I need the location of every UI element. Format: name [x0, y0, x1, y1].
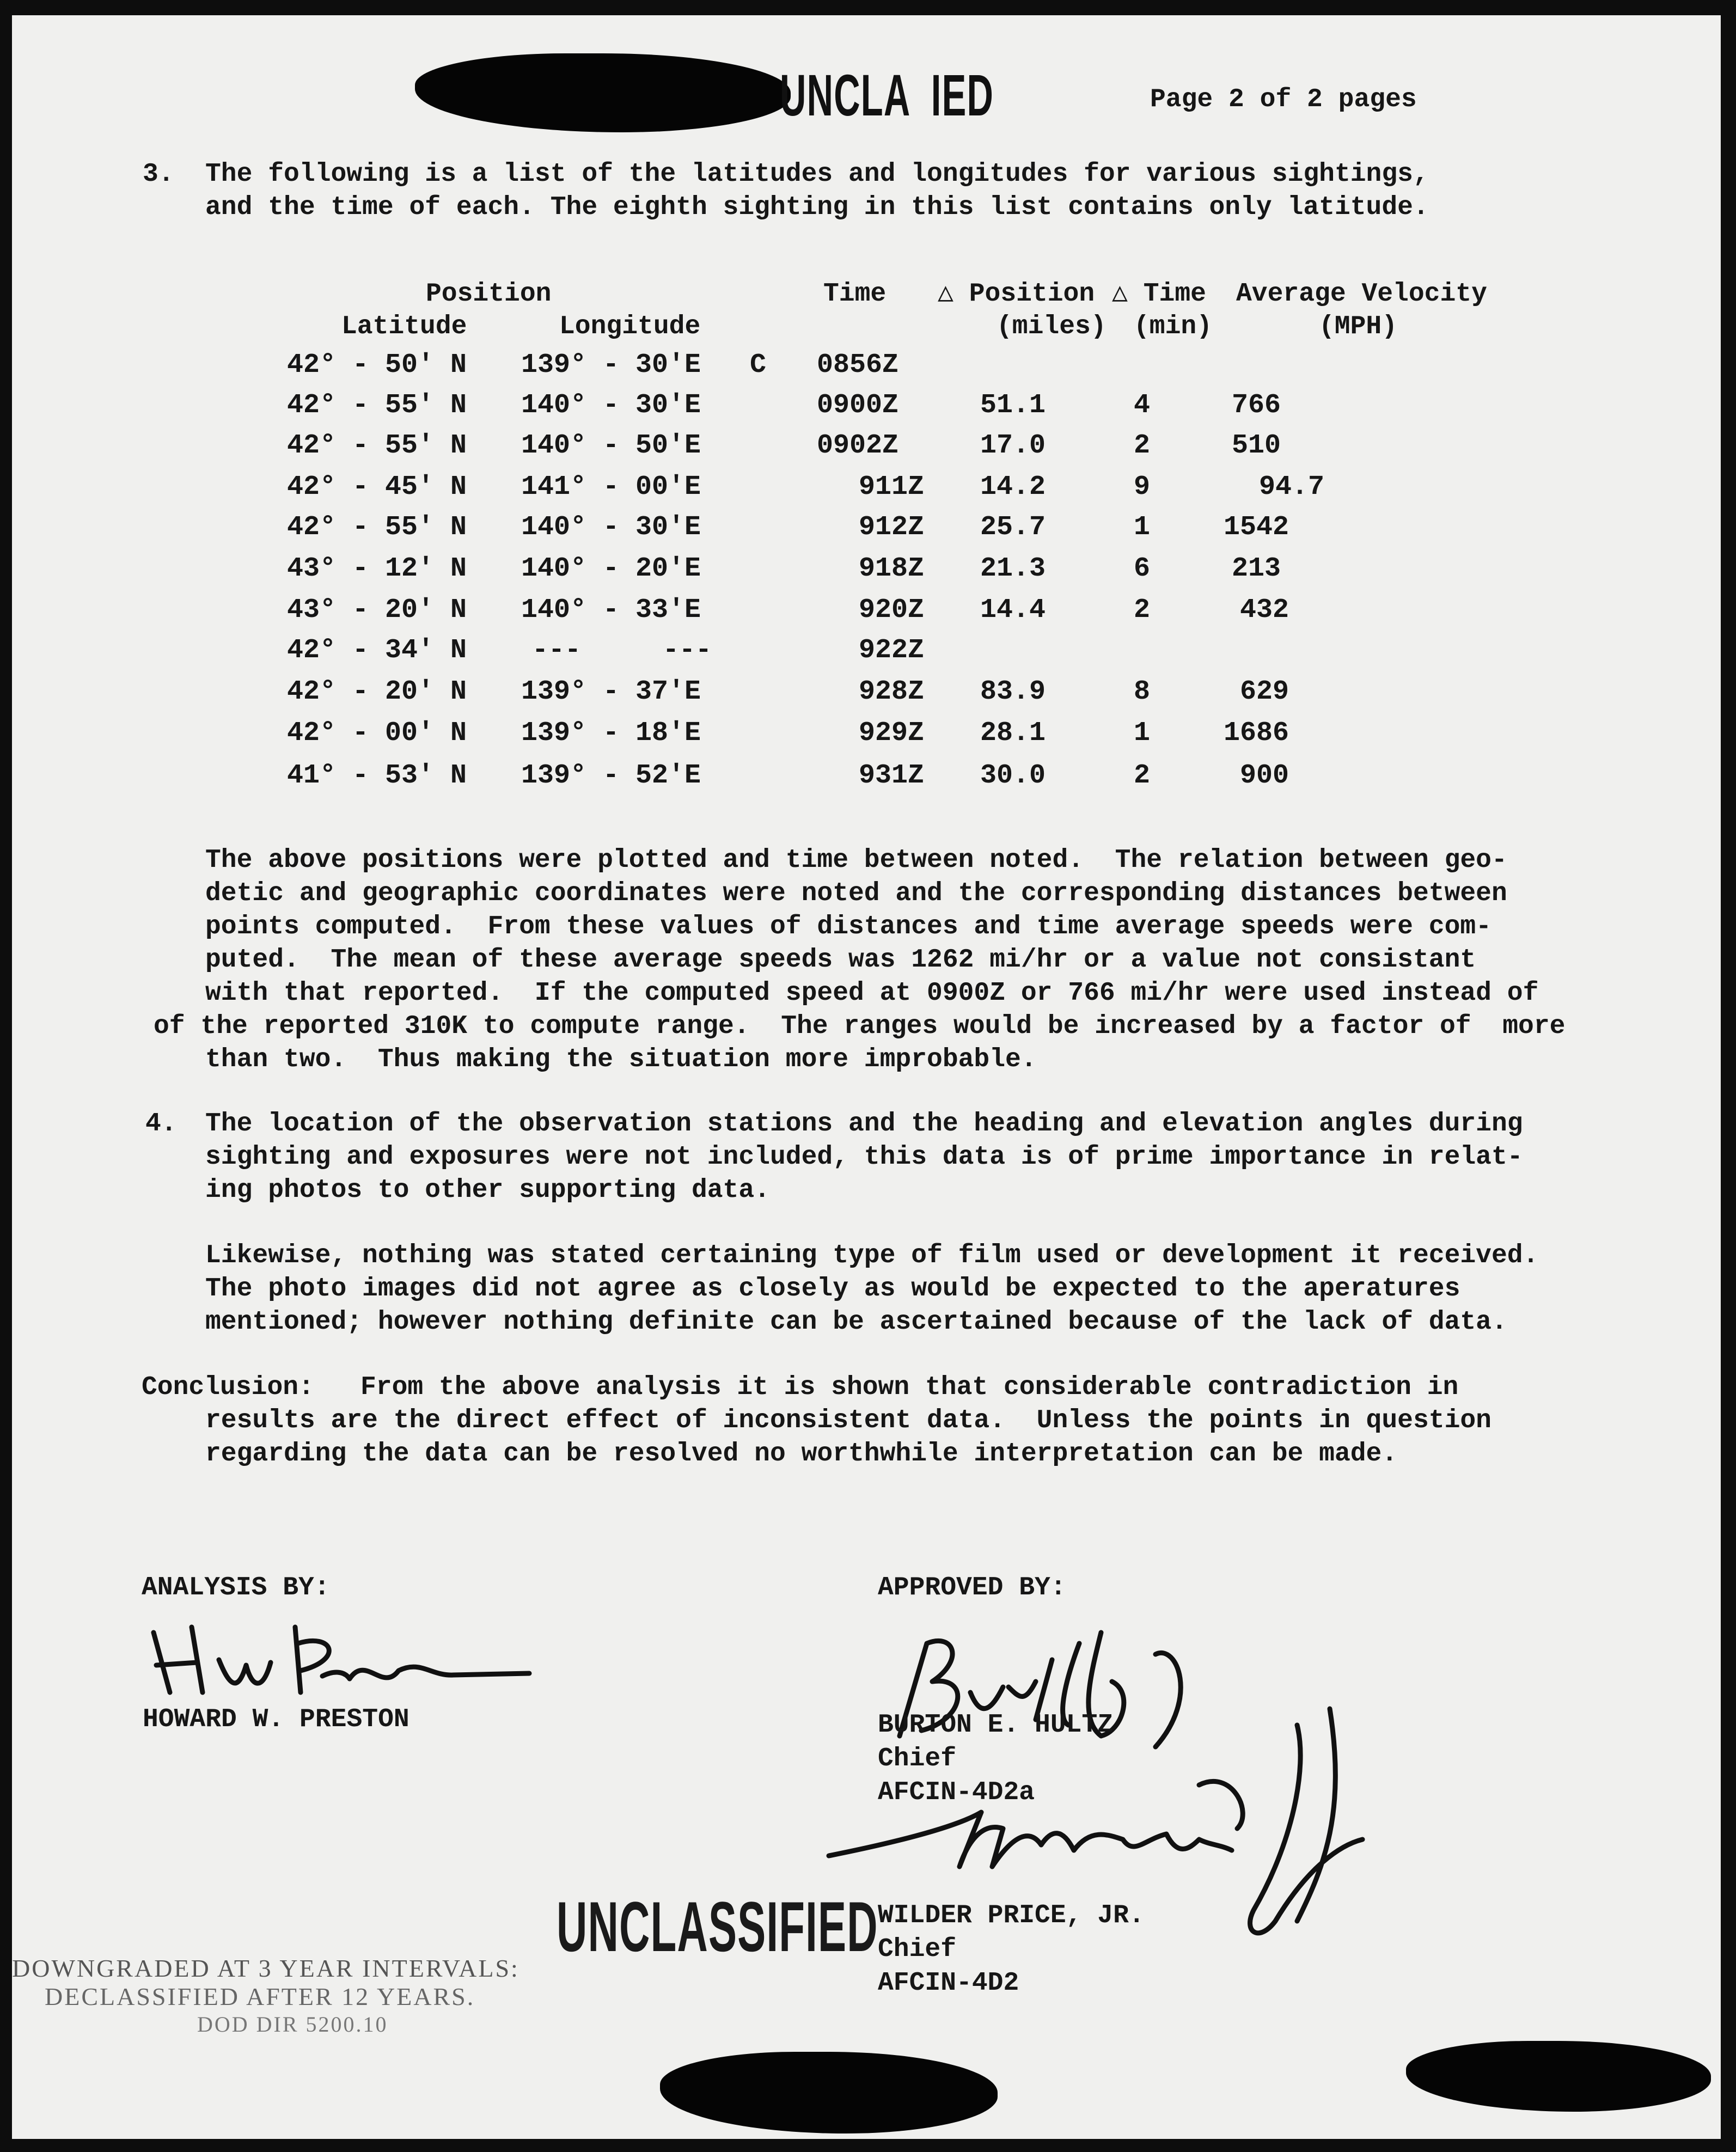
approver2-name: WILDER PRICE, JR. — [878, 1901, 1145, 1930]
header-delta-time-unit: (min) — [1134, 312, 1213, 341]
cell-delta-time: 2 — [1134, 430, 1151, 461]
cell-latitude: 42° - 34' N — [287, 635, 467, 666]
cell-time: 0856Z — [817, 350, 899, 381]
cell-time: 931Z — [859, 760, 925, 791]
cell-delta-position: 14.2 — [980, 472, 1046, 503]
cell-latitude: 42° - 55' N — [287, 512, 467, 543]
approver1-name: BURTON E. HULTZ — [878, 1710, 1114, 1740]
cell-time: 929Z — [859, 718, 925, 749]
downgrade-line: DECLASSIFIED AFTER 12 YEARS. — [45, 1983, 475, 2010]
cell-delta-position: 17.0 — [980, 430, 1046, 461]
header-longitude: Longitude — [559, 312, 701, 341]
cell-velocity: 900 — [1240, 760, 1289, 791]
cell-velocity: 766 — [1232, 390, 1281, 421]
cell-latitude: 42° - 55' N — [287, 390, 467, 421]
cell-mark: C — [750, 350, 767, 381]
analysis-line: than two. Thus making the situation more improbable. — [205, 1045, 1037, 1074]
cell-time: 0900Z — [817, 390, 899, 421]
section-3-number: 3. — [143, 160, 174, 189]
cell-delta-position: 25.7 — [980, 512, 1046, 543]
cell-delta-time: 1 — [1134, 512, 1151, 543]
header-average-velocity-unit: (MPH) — [1319, 312, 1398, 341]
cell-velocity: 94.7 — [1259, 472, 1325, 503]
cell-delta-time: 4 — [1134, 390, 1151, 421]
cell-time: 928Z — [859, 676, 925, 707]
cell-velocity: 1542 — [1224, 512, 1289, 543]
cell-delta-position: 51.1 — [980, 390, 1046, 421]
cell-time: 920Z — [859, 595, 925, 626]
document-page — [12, 15, 1721, 2139]
conclusion-label: Conclusion: — [142, 1373, 314, 1402]
cell-longitude: 139° - 18'E — [521, 718, 701, 749]
cell-latitude: 42° - 55' N — [287, 430, 467, 461]
analysis-by-label: ANALYSIS BY: — [142, 1573, 330, 1603]
classification-stamp-bottom: UNCLASSIFIED — [557, 1887, 878, 1966]
cell-delta-time: 6 — [1134, 553, 1151, 584]
cell-velocity: 510 — [1232, 430, 1281, 461]
page-indicator: Page 2 of 2 pages — [1150, 85, 1417, 114]
cell-velocity: 1686 — [1224, 718, 1289, 749]
cell-latitude: 42° - 00' N — [287, 718, 467, 749]
cell-latitude: 42° - 50' N — [287, 350, 467, 381]
cell-longitude: 140° - 20'E — [521, 553, 701, 584]
section-4-text — [205, 1108, 1643, 1207]
likewise-line: Likewise, nothing was stated certaining type of film used or development it received. — [205, 1241, 1539, 1270]
cell-delta-time: 1 — [1134, 718, 1151, 749]
redaction-top — [415, 53, 791, 132]
cell-delta-time: 2 — [1134, 760, 1151, 791]
cell-longitude: 139° - 37'E — [521, 676, 701, 707]
cell-time: 912Z — [859, 512, 925, 543]
cell-latitude: 42° - 45' N — [287, 472, 467, 503]
header-position: Position — [426, 279, 552, 309]
analysis-line: with that reported. If the computed speed at 0900Z or 766 mi/hr were used instead of — [205, 979, 1539, 1008]
analysis-paragraph — [154, 844, 1643, 1077]
likewise-line: The photo images did not agree as closely as would be expected to the aperatures — [205, 1274, 1460, 1304]
cell-longitude: 139° - 30'E — [521, 350, 701, 381]
approver2-office: AFCIN-4D2 — [878, 1968, 1019, 1998]
redaction-bottom-right — [1406, 2041, 1711, 2112]
downgrade-line: DOD DIR 5200.10 — [197, 2012, 388, 2037]
cell-delta-time: 8 — [1134, 676, 1151, 707]
approver2-title: Chief — [878, 1935, 957, 1964]
cell-longitude: 140° - 33'E — [521, 595, 701, 626]
cell-longitude: --- --- — [532, 635, 712, 666]
cell-time: 922Z — [859, 635, 925, 666]
analysis-line: puted. The mean of these average speeds was 1262 mi/hr or a value not consistant — [205, 945, 1476, 975]
section-3-line: and the time of each. The eighth sighting in this list contains only latitude. — [205, 193, 1429, 222]
cell-delta-position: 21.3 — [980, 553, 1046, 584]
downgrade-line: DOWNGRADED AT 3 YEAR INTERVALS: — [12, 1954, 519, 1982]
likewise-paragraph — [205, 1239, 1643, 1339]
approver1-office: AFCIN-4D2a — [878, 1778, 1035, 1807]
cell-latitude: 41° - 53' N — [287, 760, 467, 791]
header-delta-time: △ Time — [1112, 279, 1206, 309]
approver1-title: Chief — [878, 1744, 957, 1774]
conclusion-line: From the above analysis it is shown that considerable contradiction in — [360, 1373, 1459, 1402]
header-time: Time — [823, 279, 887, 309]
cell-velocity: 629 — [1240, 676, 1289, 707]
section-4-line: sighting and exposures were not included, this data is of prime importance in relat- — [205, 1142, 1523, 1172]
cell-delta-position: 14.4 — [980, 595, 1046, 626]
analyst-name: HOWARD W. PRESTON — [143, 1705, 409, 1734]
cell-time: 0902Z — [817, 430, 899, 461]
cell-longitude: 140° - 50'E — [521, 430, 701, 461]
cell-delta-position: 30.0 — [980, 760, 1046, 791]
cell-delta-position: 83.9 — [980, 676, 1046, 707]
cell-longitude: 139° - 52'E — [521, 760, 701, 791]
header-delta-position-unit: (miles) — [997, 312, 1107, 341]
preston-signature — [137, 1611, 540, 1714]
cell-velocity: 213 — [1232, 553, 1281, 584]
cell-delta-time: 9 — [1134, 472, 1151, 503]
cell-latitude: 43° - 20' N — [287, 595, 467, 626]
conclusion-line: results are the direct effect of inconsistent data. Unless the points in question — [205, 1406, 1492, 1435]
section-4-number: 4. — [145, 1109, 177, 1139]
cell-time: 911Z — [859, 472, 925, 503]
cell-delta-position: 28.1 — [980, 718, 1046, 749]
cell-longitude: 140° - 30'E — [521, 512, 701, 543]
cell-longitude: 141° - 00'E — [521, 472, 701, 503]
header-latitude: Latitude — [341, 312, 467, 341]
header-average-velocity: Average Velocity — [1236, 279, 1487, 309]
approved-by-label: APPROVED BY: — [878, 1573, 1066, 1603]
analysis-line: of the reported 310K to compute range. The ranges would be increased by a factor of more — [154, 1012, 1566, 1041]
analysis-line: The above positions were plotted and time between noted. The relation between geo- — [205, 846, 1507, 875]
cell-velocity: 432 — [1240, 595, 1289, 626]
analysis-line: points computed. From these values of distances and time average speeds were com- — [205, 912, 1492, 942]
section-4-line: The location of the observation stations and the heading and elevation angles during — [205, 1109, 1523, 1139]
analysis-line: detic and geographic coordinates were noted and the corresponding distances between — [205, 879, 1507, 908]
cell-latitude: 42° - 20' N — [287, 676, 467, 707]
cell-latitude: 43° - 12' N — [287, 553, 467, 584]
header-delta-position: △ Position — [938, 279, 1095, 309]
likewise-line: mentioned; however nothing definite can be ascertained because of the lack of data. — [205, 1307, 1507, 1337]
redaction-bottom-center — [660, 2052, 998, 2133]
cell-longitude: 140° - 30'E — [521, 390, 701, 421]
classification-stamp-top: UNCLA IED — [780, 62, 994, 128]
cell-time: 918Z — [859, 553, 925, 584]
section-3-text — [205, 158, 1643, 224]
section-3-line: The following is a list of the latitudes and longitudes for various sightings, — [205, 160, 1429, 189]
section-4-line: ing photos to other supporting data. — [205, 1176, 770, 1205]
cell-delta-time: 2 — [1134, 595, 1151, 626]
conclusion-line: regarding the data can be resolved no worthwhile interpretation can be made. — [205, 1439, 1398, 1469]
